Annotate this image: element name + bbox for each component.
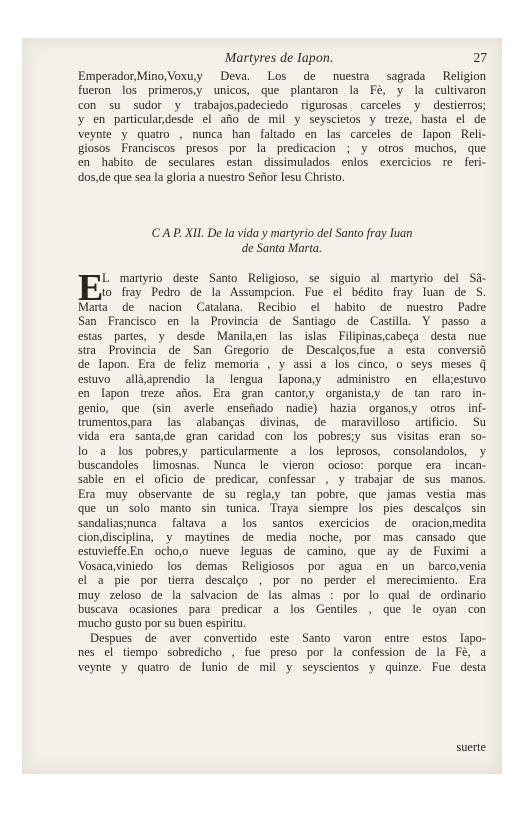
chapter-heading-line-1: C A P. XII. De la vida y martyrio del Santo fray Iuan xyxy=(151,226,413,240)
text-line: lo a los pobres,y particularmente a los leprosos, consolandolos, y xyxy=(78,443,486,458)
chapter-body xyxy=(78,267,486,674)
text-line: con su sudor y trabajos,padeciedo rigurosas carceles y destierros; xyxy=(78,97,486,112)
text-line: fueron los primeros,y unicos, que plantaron la Fè, y la cultivaron xyxy=(78,83,486,98)
text-line: to fray Pedro de la Assumpcion. Fue el bédito fray Iuan de S. xyxy=(102,285,486,300)
text-line: sable en el oficio de predicar, confessar , y trabajar de sus manos. xyxy=(78,472,486,487)
text-line: veynte y quatro de Iunio de mil y seyscientos y quinze. Fue desta xyxy=(78,659,486,674)
text-line: San Francisco en la Provincia de Santiago de Castilla. Y passo a xyxy=(78,314,486,329)
text-line: buscava ocasiones para predicar a los Gentiles , que le oyan con xyxy=(78,601,486,616)
top-paragraph xyxy=(78,69,486,184)
running-head xyxy=(75,50,515,68)
text-line: en habito de seculares estan dissimulados enlos exercicios re feri- xyxy=(78,155,486,170)
text-line: Emperador,Mino,Voxu,y Deva. Los de nuestra sagrada Religion xyxy=(78,69,486,83)
text-line: cion,disciplina, y maytines de media noche, por mas cansado que xyxy=(78,530,486,545)
text-line: giosos Franciscos presos por la predicacion ; y otros muchos, que xyxy=(78,140,486,155)
text-line: y en particular,desde el año de mil y seyscietos y treze, hasta el de xyxy=(78,112,486,127)
text-line: estuvieffe.En ocho,o nueve leguas de camino, que ay de Fuximi a xyxy=(78,544,486,559)
text-line: el a pie por tierra descalço , por no perder el merecimiento. Era xyxy=(78,573,486,588)
catchword: suerte xyxy=(456,740,486,754)
running-title: Martyres de Iapon. xyxy=(225,50,334,65)
text-line: mucho gusto por su buen espiritu. xyxy=(78,616,246,631)
chapter-heading xyxy=(78,226,486,255)
text-line: Era muy observante de su regla,y tan pobre, que jamas vestia mas xyxy=(78,486,486,501)
page-number: 27 xyxy=(473,50,487,65)
text-line: que un solo manto sin tunica. Traya siempre los pies descalços sin xyxy=(78,501,486,516)
text-line: nes el tiempo sobredicho , fue preso por la confession de la Fè, a xyxy=(78,645,486,660)
text-line: muy zeloso de la salvacion de las almas : por lo qual de ordinario xyxy=(78,587,486,602)
text-line: en Iapon treze años. Era gran cantor,y organista,y de tan raro in- xyxy=(78,386,486,401)
text-line: veynte y quatro , nunca han faltado en las carceles de Iapon Reli- xyxy=(78,126,486,141)
text-line: buscandoles limosnas. Nunca le vieron ocioso: porque era incan- xyxy=(78,458,486,473)
chapter-heading-line-2: de Santa Marta. xyxy=(241,240,323,255)
drop-cap: E xyxy=(78,267,104,309)
text-line: stra Provincia de San Gregorio de Descalços,fue a esta conversiõ xyxy=(78,342,486,357)
text-line: Marta de nacion Catalana. Recibio el habito de nuestro Padre xyxy=(78,299,486,314)
text-line: genio, que (sin averle enseñado nadie) hazia organos,y otros inf- xyxy=(78,400,486,415)
text-line: L martyrio deste Santo Religioso, se siguio al martyrio del Sã- xyxy=(102,271,486,285)
text-line: dos,de que sea la gloria a nuestro Señor Iesu Christo. xyxy=(78,169,345,184)
text-line: trumentos,para las alabanças divinas, de maravilloso artificio. Su xyxy=(78,414,486,429)
text-line: Vosaca,viniedo los demas Religiosos por agua en un barco,venia xyxy=(78,558,486,573)
text-line: sandalias;nunca faltava a los santos exercicios de oracion,medita xyxy=(78,515,486,530)
text-line: de Iapon. Era de feliz memoria , y assi a los cinco, o seys meses q̃ xyxy=(78,357,486,372)
text-line: vida era santa,de gran caridad con los pobres;y sus visitas eran so- xyxy=(78,429,486,444)
text-line: estuvo allà,aprendio la lengua Iapona,y administro en ella;estuvo xyxy=(78,371,486,386)
text-line: Despues de aver convertido este Santo varon entre estos Iapo- xyxy=(90,630,486,645)
text-line: estas partes, y desde Manila,en las islas Filipinas,cabeça desta nue xyxy=(78,328,486,343)
